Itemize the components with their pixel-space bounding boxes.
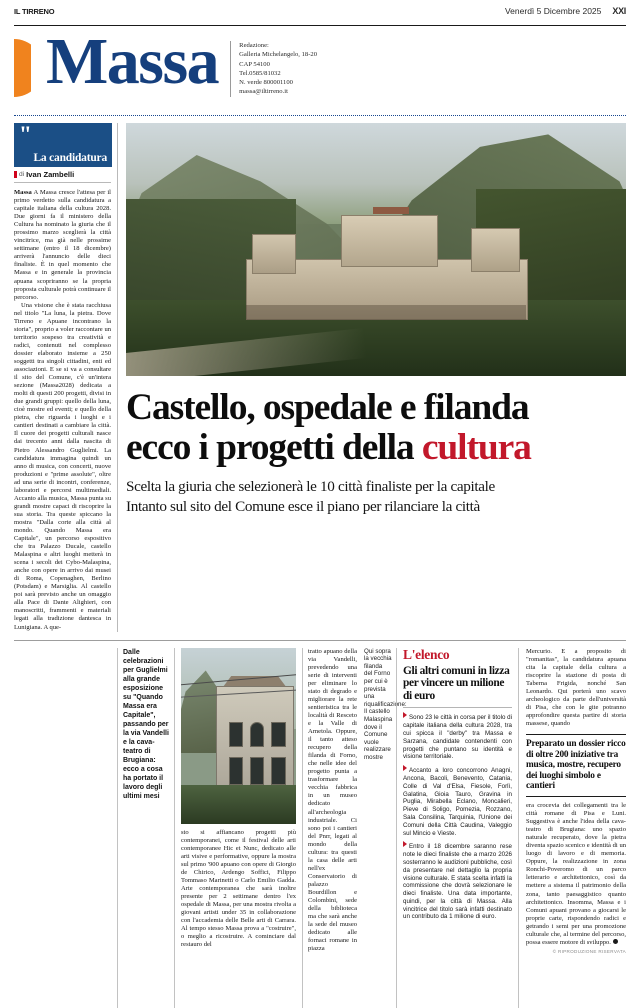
lower-column-4 — [302, 648, 362, 1008]
castle-photo — [126, 123, 626, 376]
castle-tower-left — [252, 234, 296, 274]
right-column-boxed-headline: Preparato un dossier ricco di oltre 200 iniziative tra musica, mostre, recupero dei luoghi simbolo e cantieri — [526, 734, 626, 797]
article-column-4: tratto apuano della via Vandelli, prevedendo una serie di interventi per eliminare lo stato di degrado e migliorare la rete sentieristica tra le località di Resceto e la Valle di Arnetola. Oppure, il tanto atteso recupero della filanda di Forno, che nelle idee del progetto punta a trasformare la vecchia fabbrica in un museo dedicato all'archeologia industriale. Ci sono poi i cantieri del Pnrr, legati al mondo della cultura: tra questi la casa delle arti nell'ex Conservatorio di palazzo Bourdillon e Colombini, sede della biblioteca ma che sarà anche la sede del museo dedicato alle fornaci romane in piazza — [308, 647, 357, 953]
section-divider — [14, 640, 626, 641]
lower-column-1 — [14, 648, 118, 1008]
elenco-label: L'elenco — [403, 646, 450, 662]
right-column-bottom-text-span: era crocevia dei collegamenti tra le città romane di Pisa e Luni. Suggestiva è anche l'idea della cava-teatro di Brugiana: uno spazio naturale recuperato, dove la pietra diventa spazio scenico e identità di un luogo di lavoro e di memoria. Oppure, la realizzazione in zona Ronchi-Poveromo di un parco letterario e architettonico, così da mettere a sistema il patrimonio della zona, tanto paesaggistico quanto architettonico. Insomma, Massa e i Comuni apuani provano a giocarsi le proprie carte, rispondendo radici e getrando i semi per una promozione culturale che, al termine del percorso, possa essere motore di sviluppo. — [526, 802, 626, 946]
elenco-paragraph-1-text: Sono 23 le città in corsa per il titolo di capitale italiana della cultura 2028, tra cui spicca il "derby" tra Massa e Sarzana, candidate contendenti con progetti che puntano su identità e visione territoriale. — [403, 714, 512, 761]
byline-author: Ivan Zambelli — [26, 170, 75, 179]
filanda-photo — [181, 648, 296, 824]
article-paragraph-1 — [14, 189, 111, 302]
elenco-paragraph-1 — [403, 712, 512, 761]
masthead — [14, 26, 626, 107]
subheadline-line-1: Scelta la giuria che selezionerà le 10 città finaliste per la capitale — [126, 478, 495, 495]
filanda-window-2 — [250, 722, 264, 747]
filanda-window-5 — [250, 757, 264, 785]
headline-line-2-accent: cultura — [421, 427, 531, 468]
byline-prefix: di — [19, 171, 25, 178]
section-badge-label: La candidatura — [33, 152, 107, 164]
red-triangle-bullet-icon-3 — [403, 841, 407, 847]
article-paragraph-2: Una visione che è stata racchiusa nel titolo "La luna, la pietra. Dove Tirreno e Apuane incontrano la storia", proprio a voler raccontare un territorio sospeso tra creatività e radici, contenuti nel complesso dossier elaborato insieme a 250 soggetti tra singoli cittadini, enti ed associazioni. E se si va a consultare il sito del Comune, c'è un'intera sezione (Massa2028) dedicata a molti di questi 200 progetti, divisi in due grandi gruppi: quello della luna, cioè mostre ed eventi; e quello della pietra, che riguarda i luoghi e i cantieri destinati a cambiare la città. Il cuore dei progetti culturali nasce dai trecento anni dalla nascita di Pietro Alessandro Guglielmi. La candidatura immagina quindi un anno di musica, con concerti, nuove produzioni e "prime assolute", oltre ad una serie di incontri, conferenze, laboratori e percorsi multimediali. Accanto alla musica, Massa punta su grandi mostre capaci di riscoprire la sua storia. Tra queste spiccano la mostra "Dalla corte alla città al mondo. Quando Massa era Capitale", un percorso espositivo che tra Palazzo Ducale, castello Malaspina e altri luoghi metterà in scena i secoli dei Cybo-Malaspina, anche con opere in arrivo dai musei di Roma, Copenaghen, Berlino (Potsdam) e Marsiglia. Al castello poi sarà previsto anche un omaggio alla Pace di Dante Alighieri, con manoscritti, frammenti e materiali legati alla tradizione dantesca in Lunigiana. A que- — [14, 301, 111, 631]
elenco-paragraph-3 — [403, 841, 512, 921]
elenco-divider — [403, 707, 512, 708]
contact-line-4: N. verde 800001100 — [239, 79, 293, 87]
article-paragraph-2-continued — [14, 648, 111, 656]
right-side — [118, 123, 626, 632]
photo-castle-structure — [246, 224, 526, 320]
byline — [14, 170, 111, 179]
headline-line-2 — [126, 428, 626, 468]
article-paragraph-1-text: A Massa cresce l'attesa per il primo verdetto sulla candidatura a capitale italiana della cultura 2028. Due giorni fa il ministero della Cultura ha nominato la giuria che il prossimo marzo sceglierà la città vincitrice, ma già nelle prossime settimane (entro il 18 dicembre) arriverà l'annuncio delle dieci finaliste. È in quel momento che Massa e in generale la provincia apuana scopriranno se la propria proposta culturale potrà continuare il percorso. — [14, 189, 111, 301]
right-most-column — [518, 648, 626, 1008]
filanda-photo-caption: Qui sopra la vecchia filanda del Forno per cui è prevista una riqualificazione: Il castello Malaspina dove il Comune vuole realizzare mostre — [364, 647, 407, 761]
newsroom-contact-info — [230, 41, 317, 97]
masthead-divider — [14, 115, 626, 116]
headline-line-1: Castello, ospedale e filanda — [126, 387, 529, 428]
end-of-article-mark — [613, 939, 618, 944]
elenco-headline: Gli altri comuni in lizza per vincere un milione di euro — [403, 664, 510, 702]
elenco-paragraph-2 — [403, 765, 512, 837]
filanda-window-6 — [271, 757, 285, 785]
contact-line-3: Tel.0585/81032 — [239, 69, 281, 77]
filanda-window-1 — [229, 722, 243, 747]
quote-mark-icon: " — [19, 122, 31, 147]
filanda-window-4 — [229, 757, 243, 785]
left-column — [14, 123, 118, 632]
contact-line-2: CAP 54100 — [239, 60, 270, 68]
edition-title: Massa — [46, 25, 219, 98]
issue-date: Venerdì 5 Dicembre 2025 — [504, 6, 602, 16]
byline-divider — [14, 182, 111, 183]
half-circle-logo-icon — [14, 39, 44, 97]
subheadline — [126, 477, 626, 516]
contact-line-5: massa@iltirreno.it — [239, 88, 288, 96]
lower-section — [14, 648, 626, 1008]
lower-column-photo — [174, 648, 302, 1008]
castle-roof — [373, 207, 409, 215]
article-column-3: sto si affiancano progetti più contemporanei, come il festival delle arti contemporanee Hic et Nunc, dedicato alle arti visive e performative, oppure la mostra sul primo '900 apuano con opere di Giorgio de Chirico, Ardengo Soffici, Filippo Tommaso Marinetti o Carlo Emilio Gadda. Arte contemporanea che sarà inoltre presente per 2 settimane dentro l'ex ospedale di Massa, per una mostra rivolta a giovani artisti under 35 in collaborazione con l'accademia delle Belle arti di Carrara. Al tempo stesso Massa prova a "costruire", o meglio a ricostruire. A cominciare dal restauro del — [181, 828, 296, 949]
contact-line-0: Redazione: — [239, 42, 269, 49]
castle-shadow — [246, 305, 526, 320]
page-number: XXI — [612, 6, 626, 16]
article-lead-word: Massa — [14, 189, 32, 196]
castle-keep — [341, 215, 438, 267]
red-triangle-bullet-icon — [403, 712, 407, 718]
filanda-vegetation — [181, 785, 296, 824]
top-bar-right — [505, 6, 626, 16]
byline-tick-icon — [14, 171, 17, 178]
elenco-paragraph-2-text: Accanto a loro concorrono Anagni, Ancona, Bacoli, Benevento, Catania, Colle di Val d'Elsa, Fiesole, Forlì, Galatina, Gioia Tauro, Gravina in Puglia, Mirabella Eclano, Moncalieri, Pieve di Soligo, Pomezia, Rozzano, Sala Consilina, Tarquinia, l'Unione dei Comuni della Città Caudina, Valeggio sul Mincio e Vieste. — [403, 767, 512, 837]
red-triangle-bullet-icon-2 — [403, 765, 407, 771]
lower-column-caption — [118, 648, 174, 1008]
elenco-box — [396, 648, 518, 1008]
photo-side-caption: Dalle celebrazioni per Guglielmi alla grande esposizione su "Quando Massa era Capitale", passando per la via Vandelli e la cava-teatro di Brugiana: ecco a cosa ha portato il lavoro degli ultimi mesi — [123, 648, 169, 800]
main-content — [14, 123, 626, 632]
headline — [126, 388, 626, 468]
filanda-window-3 — [271, 722, 285, 747]
top-bar — [14, 6, 626, 22]
publication-name: IL TIRRENO — [14, 7, 55, 16]
right-column-bottom-text — [526, 802, 626, 947]
lower-column-photo-caption — [362, 647, 407, 1008]
subheadline-line-2: Intanto sul sito del Comune esce il piano per rilanciare la città — [126, 497, 480, 515]
right-column-top-text: Mercurio. E a proposito di "romanitas", la candidatura apuana cita la capitale della cultura a riscoprire la stazione di posta di Taberna Frigida, nonché San Leonardo. Qui porterà uno scavo archeologico da parte dell'università di Pisa, che con le gite potranno approfondire questa partire di storia massese, quando — [526, 647, 626, 727]
contact-line-1: Galleria Michelangelo, 18-20 — [239, 51, 317, 59]
copyright-credit: © RIPRODUZIONE RISERVATA — [552, 948, 626, 954]
headline-line-2-black: ecco i progetti della — [126, 427, 422, 468]
castle-tower-right — [471, 228, 521, 272]
elenco-paragraph-3-text: Entro il 18 dicembre saranno rese note le dieci finaliste che a marzo 2026 sosterranno le audizioni pubbliche, così da presentare nel dettaglio la propria visione culturale. E stata scelta infatti la commissione che dovrà selezionare le dieci finaliste. Una data importante, quindi, per la città di Massa. Alla vincitrice del titolo sarà infatti destinato un contributo da 1 milione di euro. — [403, 843, 512, 921]
section-badge — [14, 123, 112, 167]
